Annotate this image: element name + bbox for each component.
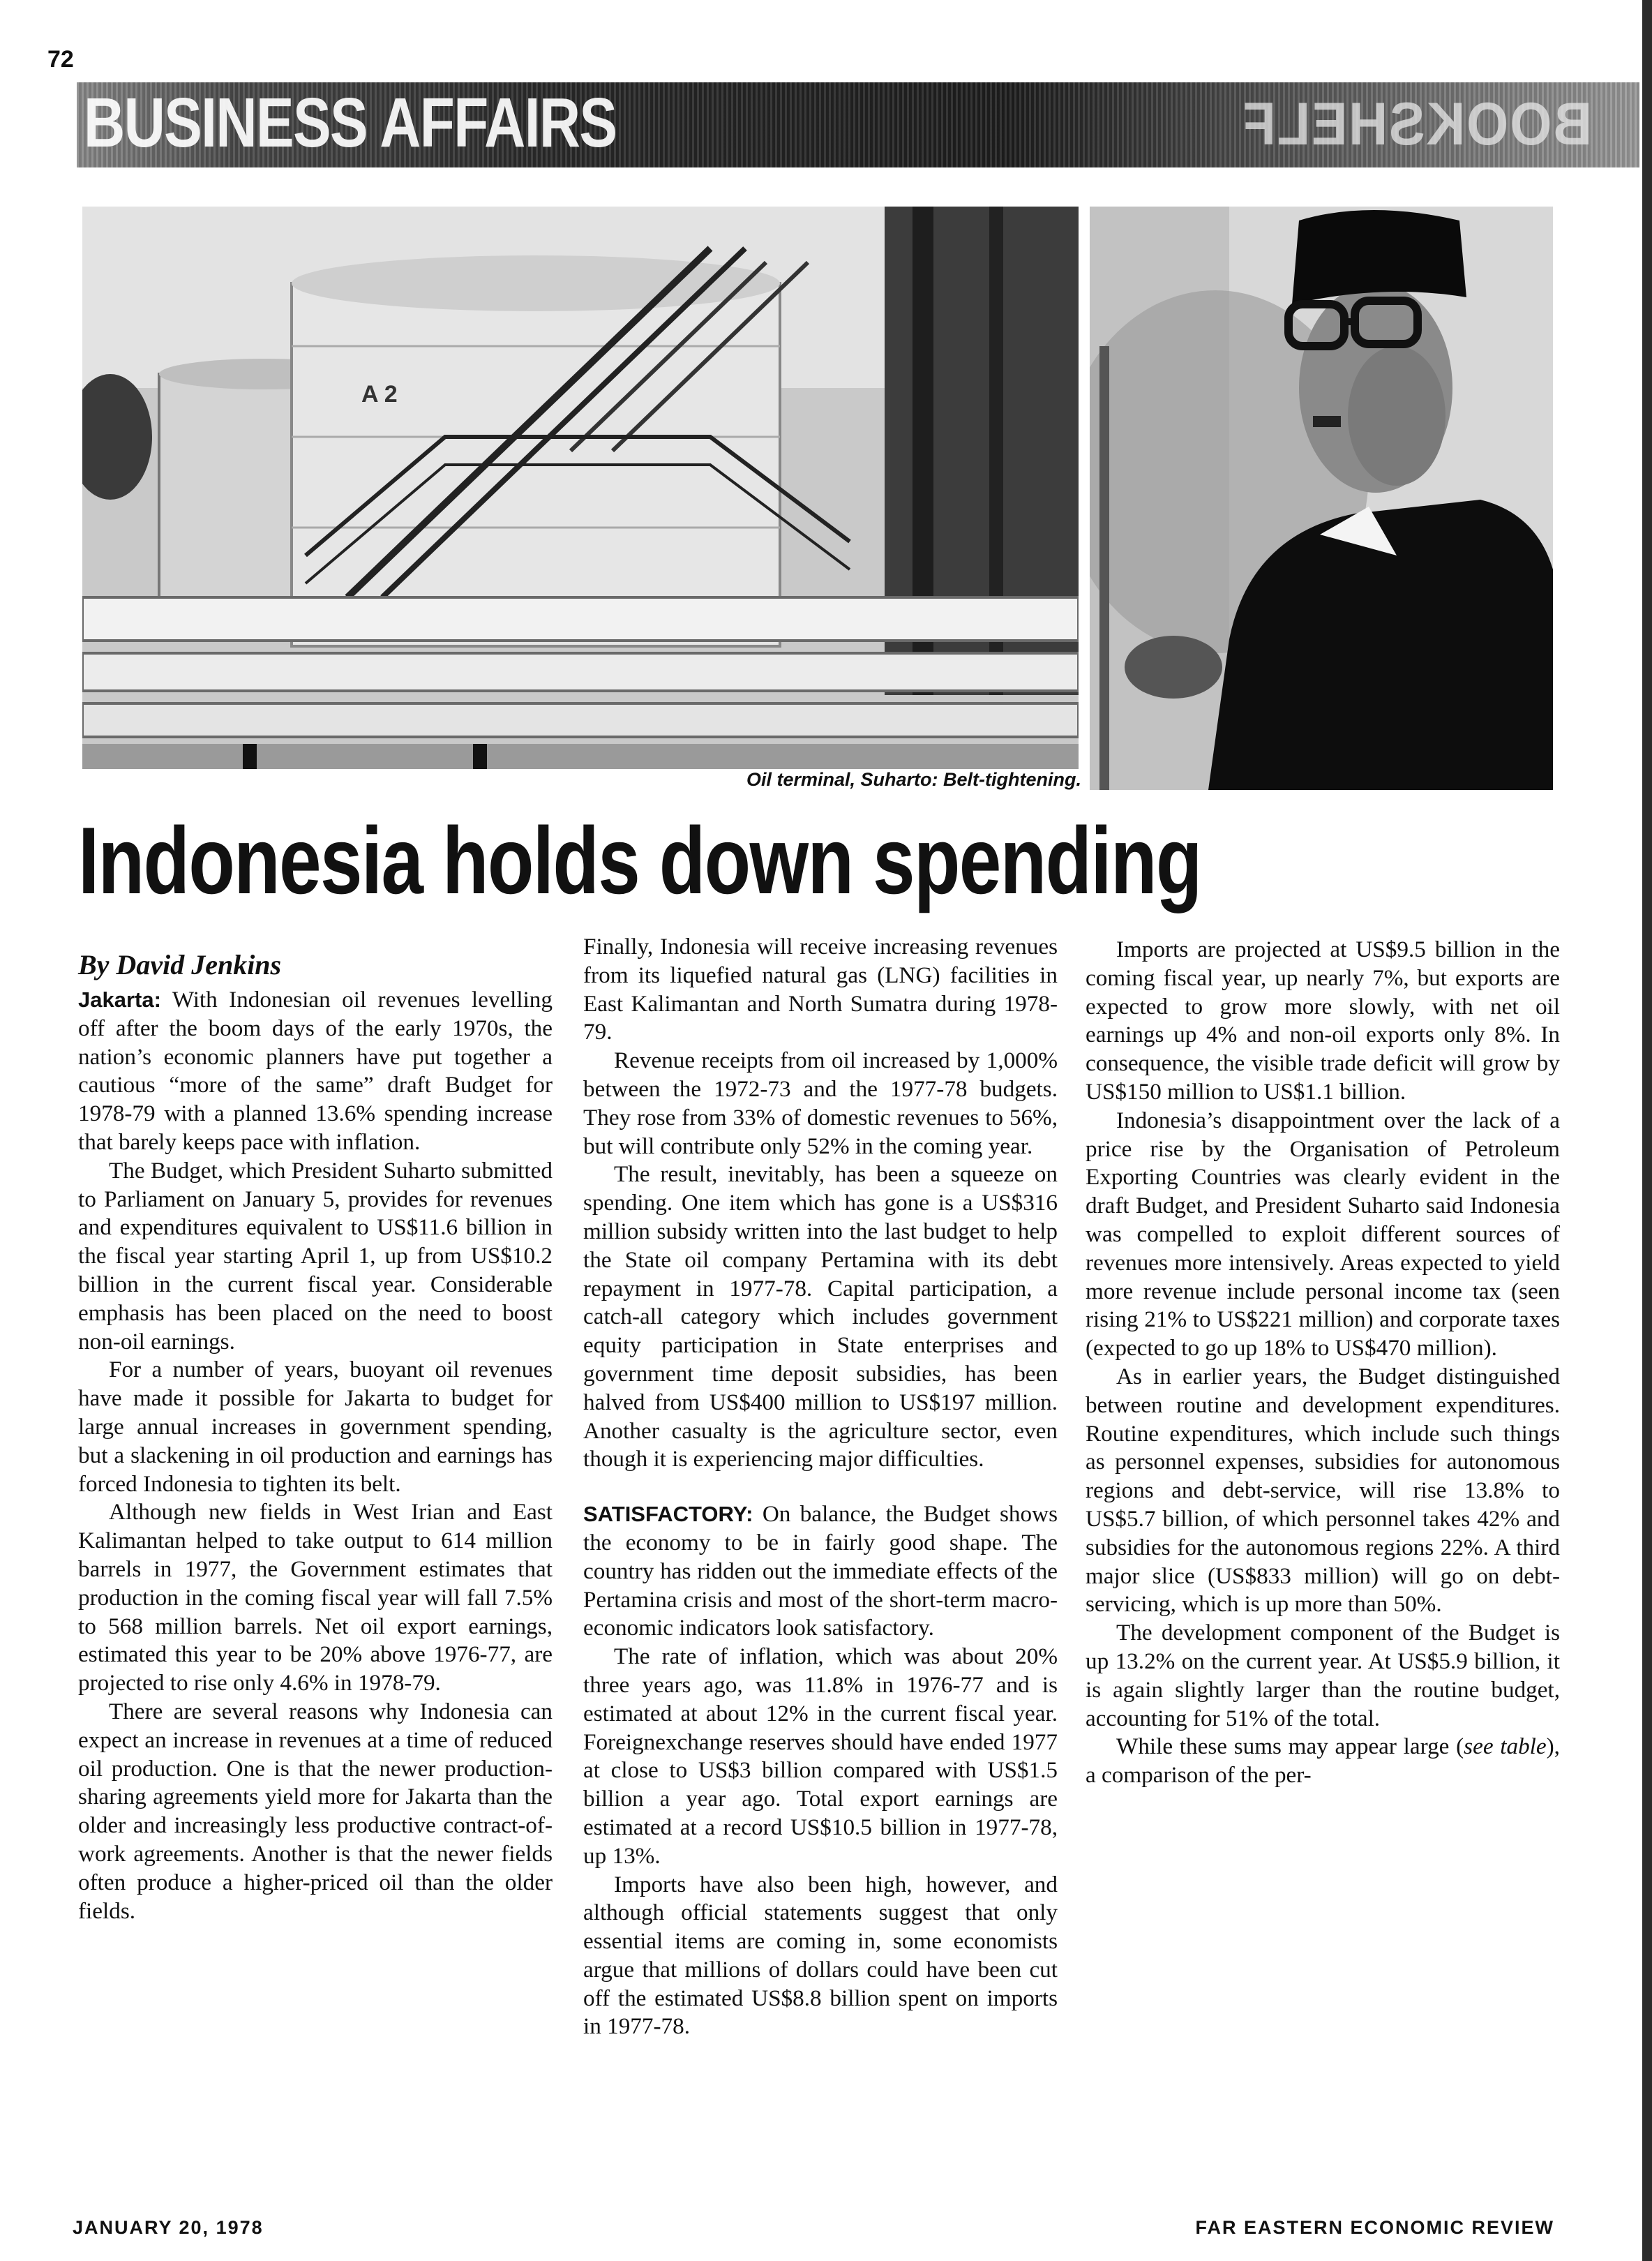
oil-terminal-photo <box>82 207 1079 769</box>
suharto-portrait-illustration <box>1090 207 1553 790</box>
paragraph-12: Imports are projected at US$9.5 billion in the coming fiscal year, up nearly 7%, but exports are expected to grow more slowly, with net oil earnings up 4% and non-oil exports only 8%. In consequence, the visible trade deficit will grow by US$150 million to US$1.1 billion. <box>1086 937 1560 1105</box>
subhead-satisfactory: SATISFACTORY: <box>583 1502 753 1527</box>
paragraph-16-end: ), a comparison of the per- <box>1086 1733 1560 1789</box>
paragraph-2: The Budget, which President Suharto submitted to Parliament on January 5, provides for revenues and expenditures equivalent to US$11.6 billion in the fiscal year starting April 1, up from US$10.2 billion in the current fiscal year. Considerable emphasis has been placed on the need to boost non-oil earnings. <box>78 1157 553 1355</box>
tank-label: A 2 <box>361 381 398 408</box>
paragraph-7: Revenue receipts from oil increased by 1,000% between the 1972-73 and the 1977-78 budgets. They rose from 33% of domestic revenues to 56%, but will contribute only 52% in the coming year. <box>583 1047 1058 1159</box>
headline: Indonesia holds down spending <box>78 807 1201 913</box>
paragraph-16 <box>1086 1733 1560 1790</box>
article-column-2 <box>583 933 1058 2041</box>
paragraph-10: The rate of inflation, which was about 20% three years ago, was 11.8% in 1976-77 and is estimated at about 12% in the current fiscal year. Foreignexchange reserves should have ended 1977 at close to US$3 billion compared with US$1.5 billion a year ago. Total export earnings are estimated at a record US$10.5 billion in 1977-78, up 13%. <box>583 1643 1058 1869</box>
paragraph-11: Imports have also been high, however, and although official statements suggest that only essential items are coming in, some economists argue that millions of dollars could have been cut off the estimated US$8.8 billion spent on imports in 1977-78. <box>583 1871 1058 2040</box>
section-title: BUSINESS AFFAIRS <box>84 84 617 162</box>
photo-caption: Oil terminal, Suharto: Belt-tightening. <box>746 769 1081 790</box>
paragraph-1 <box>78 986 553 1157</box>
paragraph-4: Although new fields in West Irian and East Kalimantan helped to take output to 614 million barrels in 1977, the Government estimates that production in the coming fiscal year will fall 7.5% to 568 million barrels. Net oil export earnings, estimated this year to be 20% above 1976-77, are projected to rise only 4.6% in 1978-79. <box>78 1499 553 1696</box>
paragraph-9-text: On balance, the Budget shows the economy to be in fairly good shape. The country has ridden out the immediate effects of the Pertamina crisis and most of the short-term macroeconomic indicators look satisfactory. <box>583 1501 1058 1641</box>
suharto-photo <box>1090 207 1553 790</box>
paragraph-8: The result, inevitably, has been a squeeze on spending. One item which has gone is a US$316 million subsidy written into the last budget to help the State oil company Pertamina with its debt repayment in 1977-78. Capital participation, a catch-all category which includes government equity participation in State enterprises and government time deposit subsidies, has been halved from US$400 million to US$197 million. Another casualty is the agriculture sector, even though it is experiencing major difficulties. <box>583 1161 1058 1472</box>
paragraph-9 <box>583 1500 1058 1643</box>
article-column-1 <box>78 948 553 1925</box>
section-banner <box>77 82 1639 167</box>
paragraph-6: Finally, Indonesia will receive increasing revenues from its liquefied natural gas (LNG) facilities in East Kalimantan and North Sumatra during 1978-79. <box>583 934 1058 1045</box>
table-reference: see table <box>1464 1733 1547 1760</box>
oil-terminal-illustration <box>82 207 1079 769</box>
paragraph-16-start: While these sums may appear large ( <box>1116 1733 1464 1760</box>
footer-publication: FAR EASTERN ECONOMIC REVIEW <box>1195 2217 1554 2238</box>
section-mirrored-label: BOOKSHELF <box>1241 91 1593 158</box>
paragraph-5: There are several reasons why Indonesia can expect an increase in revenues at a time of reduced oil production. One is that the newer production-sharing agreements yield more for Jakarta than the older and increasingly less productive contract-of-work agreements. Another is that the newer fields often produce a higher-priced oil than the older fields. <box>78 1698 553 1924</box>
byline: By David Jenkins <box>78 949 282 980</box>
paragraph-15: The development component of the Budget is up 13.2% on the current year. At US$5.9 billion, it is again slightly larger than the routine budget, accounting for 51% of the total. <box>1086 1620 1560 1731</box>
paragraph-13: Indonesia’s disappointment over the lack of a price rise by the Organisation of Petroleum Exporting Countries was clearly evident in the draft Budget, and President Suharto said Indonesia was compelled to exploit different sources of revenues more intensively. Areas expected to yield more revenue include personal income tax (seen rising 21% to US$221 million) and corporate taxes (expected to go up 18% to US$470 million). <box>1086 1107 1560 1361</box>
article-column-3 <box>1086 936 1560 1790</box>
page-edge <box>1642 0 1652 2261</box>
footer-date: JANUARY 20, 1978 <box>73 2217 264 2238</box>
paragraph-1-text: With Indonesian oil revenues levelling off after the boom days of the early 1970s, the nation’s economic planners have put together a cautious “more of the same” draft Budget for 1978-79 with a planned 13.6% spending increase that barely keeps pace with inflation. <box>78 987 553 1155</box>
paragraph-14: As in earlier years, the Budget distinguished between routine and development expenditures. Routine expenditures, which include such things as personnel expenses, subsidies for autonomous regions and debt-service, will rise 13.8% to US$5.7 billion, of which personnel takes 42% and subsidies for the autonomous regions 22%. A third major slice (US$833 million) will go on debtservicing, which is up more than 50%. <box>1086 1363 1560 1618</box>
paragraph-3: For a number of years, buoyant oil revenues have made it possible for Jakarta to budget for large annual increases in government spending, but a slackening in oil production and earnings has forced Indonesia to tighten its belt. <box>78 1357 553 1497</box>
dateline: Jakarta: <box>78 987 161 1012</box>
page-number: 72 <box>47 46 74 73</box>
